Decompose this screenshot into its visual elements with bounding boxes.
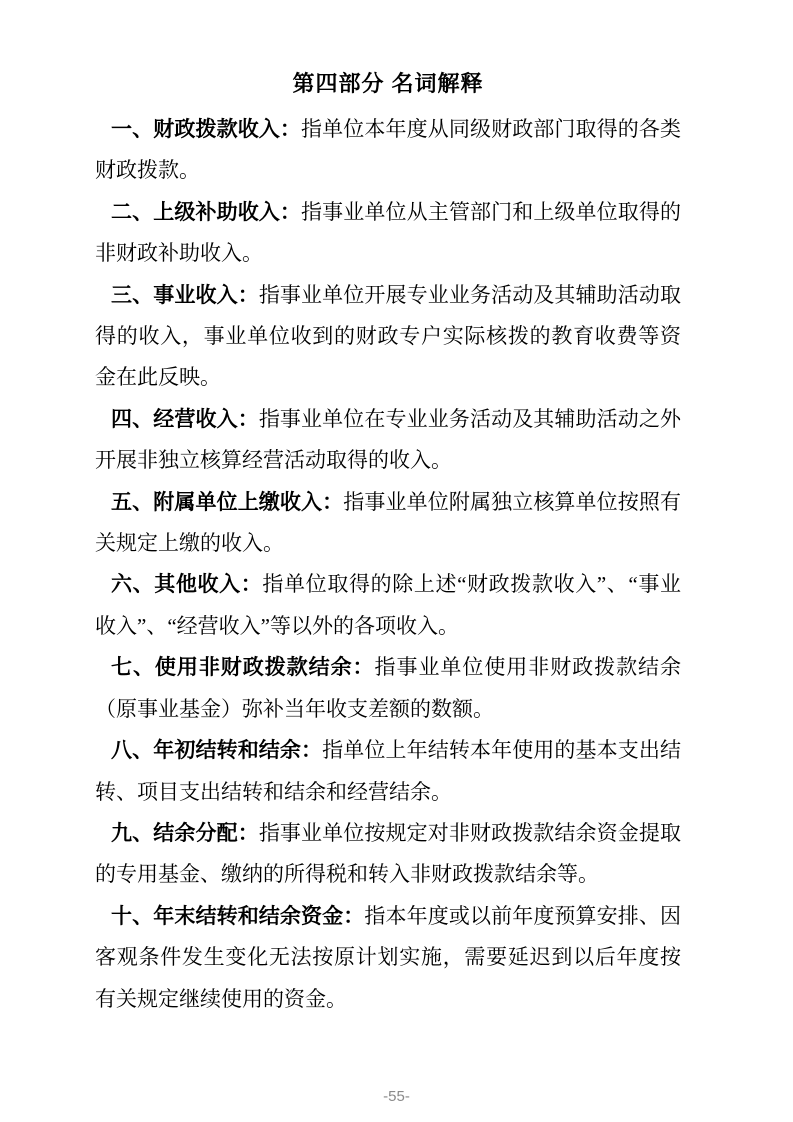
- term-definition: 指事业单位使用非财政拨款结余（原事业基金）弥补当年收支差额的数额。: [95, 655, 682, 721]
- term-label: 七、使用非财政拨款结余：: [111, 656, 375, 680]
- term-label: 二、上级补助收入：: [111, 200, 302, 224]
- term-item: [95, 275, 681, 399]
- term-definition: 指单位取得的除上述“财政拨款收入”、“事业收入”、“经营收入”等以外的各项收入。: [95, 572, 681, 638]
- term-item: [95, 192, 681, 275]
- term-definition: 指事业单位在专业业务活动及其辅助活动之外开展非独立核算经营活动取得的收入。: [95, 406, 682, 473]
- page-title: 第四部分 名词解释: [292, 71, 484, 96]
- term-definition: 指事业单位按规定对非财政拨款结余资金提取的专用基金、缴纳的所得税和转入非财政拨款结余等。: [95, 820, 682, 887]
- term-label: 五、附属单位上缴收入：: [111, 490, 344, 514]
- term-definition: 指本年度或以前年度预算安排、因客观条件发生变化无法按原计划实施，需要延迟到以后年度按有关规定继续使用的资金。: [95, 903, 682, 1011]
- term-label: 四、经营收入：: [111, 407, 259, 431]
- term-label: 一、财政拨款收入：: [111, 118, 302, 141]
- document-content: [95, 63, 681, 1020]
- term-label: 九、结余分配：: [111, 821, 259, 845]
- term-item: [95, 482, 681, 565]
- term-definition: 指事业单位附属独立核算单位按照有关规定上缴的收入。: [95, 489, 682, 556]
- term-item: [95, 813, 681, 896]
- term-definition: 指事业单位开展专业业务活动及其辅助活动取得的收入，事业单位收到的财政专户实际核拨的教育收费等资金在此反映。: [95, 282, 682, 390]
- term-item: [95, 399, 681, 482]
- term-item: [95, 896, 681, 1020]
- page-number: -55-: [383, 1088, 410, 1105]
- term-item: [95, 730, 681, 813]
- term-item: [95, 564, 681, 647]
- term-definition: 指单位本年度从同级财政部门取得的各类财政拨款。: [95, 117, 682, 183]
- term-item: [95, 647, 681, 730]
- term-label: 三、事业收入：: [111, 283, 259, 307]
- term-item: [95, 109, 681, 192]
- term-definition: 指事业单位从主管部门和上级单位取得的非财政补助收入。: [95, 199, 682, 266]
- term-label: 十、年末结转和结余资金：: [111, 904, 365, 928]
- term-label: 六、其他收入：: [111, 573, 263, 597]
- term-label: 八、年初结转和结余：: [111, 739, 323, 763]
- term-definition: 指单位上年结转本年使用的基本支出结转、项目支出结转和结余和经营结余。: [95, 738, 682, 804]
